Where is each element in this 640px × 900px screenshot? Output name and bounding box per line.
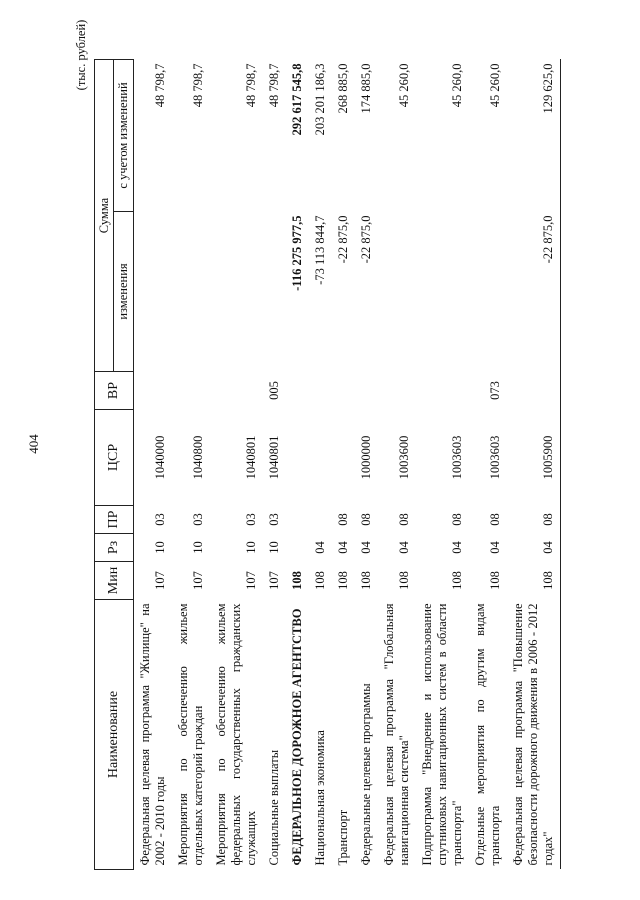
cell-pr: 08 — [396, 513, 411, 526]
budget-table — [94, 59, 561, 870]
cell-pr: 08 — [335, 513, 350, 526]
cell-rz: 10 — [243, 541, 258, 554]
cell-change: -116 275 977,5 — [289, 215, 304, 291]
cell-min: 108 — [507, 562, 561, 600]
cell-min: 107 — [190, 571, 205, 590]
table-row — [172, 60, 210, 870]
cell-vr — [286, 372, 309, 410]
cell-min: 108 — [396, 571, 411, 590]
cell-vr — [172, 372, 210, 410]
cell-change — [416, 212, 469, 372]
header-rz: Рз — [95, 534, 134, 562]
cell-rz: 04 — [312, 541, 327, 554]
cell-change — [469, 212, 507, 372]
cell-vr — [355, 372, 378, 410]
cell-rz — [286, 534, 309, 562]
cell-pr: 08 — [449, 513, 464, 526]
cell-csr: 1040800 — [190, 435, 205, 480]
cell-name: Национальная экономика — [312, 730, 327, 866]
header-vr: ВР — [95, 372, 134, 410]
cell-change — [172, 212, 210, 372]
cell-change — [133, 212, 172, 372]
cell-pr — [309, 506, 332, 534]
cell-csr: 1040801 — [243, 435, 258, 480]
header-changes: изменения — [114, 212, 133, 372]
cell-total: 48 798,7 — [190, 63, 205, 108]
cell-change — [263, 212, 286, 372]
header-min: Мин — [95, 562, 134, 600]
table-row — [378, 60, 416, 870]
cell-min: 107 — [152, 571, 167, 590]
units-note: (тыс. рублей) — [74, 19, 88, 91]
header-row-1 — [95, 60, 114, 870]
header-name: Наименование — [95, 600, 134, 870]
cell-pr: 03 — [190, 513, 205, 526]
cell-csr — [286, 410, 309, 506]
table-row — [309, 60, 332, 870]
cell-csr: 1003603 — [449, 435, 464, 480]
cell-min: 108 — [289, 571, 304, 590]
cell-csr: 1003603 — [487, 435, 502, 480]
cell-pr: 03 — [243, 513, 258, 526]
cell-min: 108 — [487, 571, 502, 590]
cell-change: -73 113 844,7 — [312, 215, 327, 285]
cell-pr: 03 — [266, 513, 281, 526]
table-row — [286, 60, 309, 870]
table-row — [355, 60, 378, 870]
cell-total: 48 798,7 — [266, 63, 281, 108]
page-number: 404 — [26, 434, 41, 454]
cell-total: 292 617 545,8 — [289, 63, 304, 136]
cell-vr — [133, 372, 172, 410]
cell-name: Мероприятия по обеспечению жильем федеральных государственных гражданских служащих — [213, 603, 258, 866]
cell-rz: 04 — [507, 534, 561, 562]
cell-csr: 1003600 — [396, 435, 411, 480]
cell-csr: 1005900 — [507, 410, 561, 506]
cell-vr — [507, 372, 561, 410]
cell-pr: 08 — [487, 513, 502, 526]
header-csr: ЦСР — [95, 410, 134, 506]
cell-name: Федеральная целевая программа "Повышение безопасности дорожного движения в 2006 - 2012 годах" — [507, 600, 561, 870]
table-row — [133, 60, 172, 870]
table-row — [263, 60, 286, 870]
cell-name: Федеральные целевые программы — [358, 683, 373, 866]
cell-total: 203 201 186,3 — [312, 63, 327, 136]
cell-vr — [309, 372, 332, 410]
cell-pr — [286, 506, 309, 534]
header-with-changes: с учетом изменений — [114, 60, 133, 212]
header-sum: Сумма — [95, 60, 114, 372]
cell-csr: 1040801 — [266, 435, 281, 480]
cell-total: 45 260,0 — [396, 63, 411, 108]
cell-rz: 04 — [487, 541, 502, 554]
cell-name: Подпрограмма "Внедрение и использование спутниковых навигационных систем в области транспорта" — [419, 603, 464, 866]
cell-vr — [332, 372, 355, 410]
table-row — [332, 60, 355, 870]
cell-name: Федеральная целевая программа "Глобальная навигационная система" — [381, 603, 411, 866]
table-row — [507, 60, 561, 870]
table-row — [469, 60, 507, 870]
cell-csr — [309, 410, 332, 506]
cell-min: 108 — [335, 571, 350, 590]
cell-rz: 10 — [152, 541, 167, 554]
cell-total: 268 885,0 — [335, 63, 350, 114]
cell-vr: 005 — [266, 381, 281, 400]
cell-min: 108 — [312, 571, 327, 590]
cell-min: 107 — [266, 571, 281, 590]
cell-total: 45 260,0 — [487, 63, 502, 108]
table-body — [133, 60, 560, 870]
cell-rz: 04 — [358, 541, 373, 554]
cell-pr: 08 — [358, 513, 373, 526]
cell-change — [210, 212, 263, 372]
cell-name: Отдельные мероприятия по другим видам транспорта — [472, 603, 502, 866]
cell-vr — [378, 372, 416, 410]
header-pr: ПР — [95, 506, 134, 534]
cell-pr: 08 — [507, 506, 561, 534]
cell-change: -22 875,0 — [507, 212, 561, 372]
cell-min: 107 — [243, 571, 258, 590]
cell-csr: 1040000 — [152, 435, 167, 480]
cell-min: 108 — [358, 571, 373, 590]
cell-change: -22 875,0 — [335, 215, 350, 264]
cell-rz: 10 — [266, 541, 281, 554]
table-row — [210, 60, 263, 870]
cell-total: 48 798,7 — [243, 63, 258, 108]
cell-rz: 04 — [449, 541, 464, 554]
cell-vr — [416, 372, 469, 410]
cell-vr — [210, 372, 263, 410]
cell-name: Федеральная целевая программа "Жилище" на 2002 - 2010 годы — [137, 603, 167, 866]
table-row — [416, 60, 469, 870]
cell-rz: 04 — [335, 541, 350, 554]
cell-min: 108 — [449, 571, 464, 590]
cell-change: -22 875,0 — [358, 215, 373, 264]
cell-change — [378, 212, 416, 372]
cell-rz: 10 — [190, 541, 205, 554]
cell-total: 45 260,0 — [449, 63, 464, 108]
cell-total: 174 885,0 — [358, 63, 373, 114]
cell-name: Социальные выплаты — [266, 749, 281, 866]
cell-csr — [332, 410, 355, 506]
cell-name: Транспорт — [335, 809, 350, 866]
cell-vr: 073 — [487, 381, 502, 400]
cell-name: Мероприятия по обеспечению жильем отдельных категорий граждан — [175, 603, 205, 866]
cell-csr: 1000000 — [358, 435, 373, 480]
cell-total: 48 798,7 — [152, 63, 167, 108]
cell-name: ФЕДЕРАЛЬНОЕ ДОРОЖНОЕ АГЕНТСТВО — [289, 608, 304, 866]
cell-pr: 03 — [152, 513, 167, 526]
cell-rz: 04 — [396, 541, 411, 554]
cell-total: 129 625,0 — [507, 60, 561, 212]
